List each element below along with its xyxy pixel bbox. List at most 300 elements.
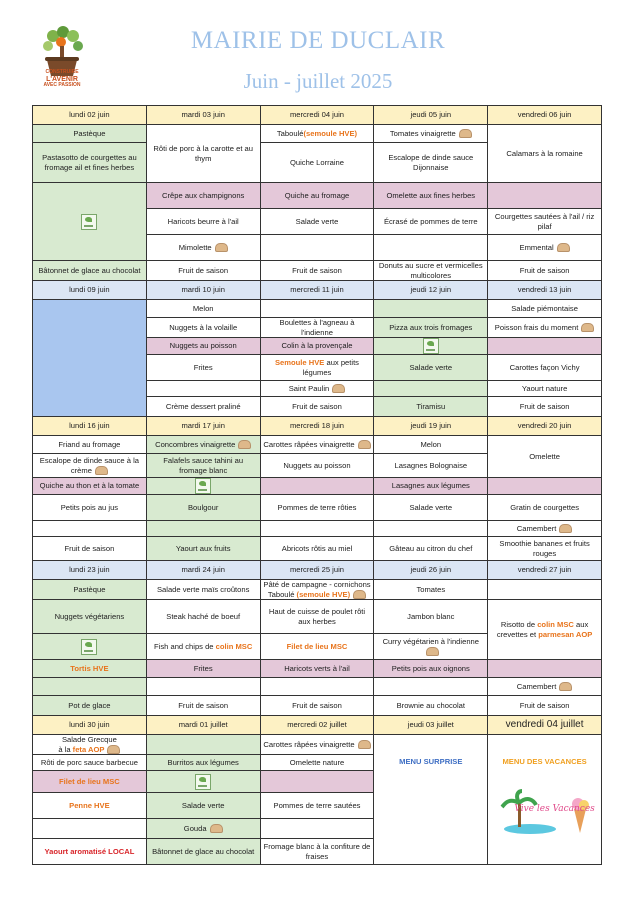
menu-cell [488, 580, 602, 600]
menu-cell [146, 678, 260, 696]
menu-cell [488, 735, 602, 865]
dish-text: Pot de glace [68, 700, 111, 710]
bread-icon [358, 740, 371, 749]
menu-cell [374, 300, 488, 318]
menu-cell [374, 696, 488, 716]
menu-row [33, 696, 602, 716]
dish-text: (semoule HVE) [296, 589, 351, 599]
dish-text: Quiche au fromage [284, 190, 350, 200]
dish-text: Salade verte [181, 800, 225, 810]
menu-cell [33, 125, 147, 143]
menu-row [33, 660, 602, 678]
week-header-row [33, 417, 602, 436]
menu-cell [146, 755, 260, 771]
menu-table [32, 105, 602, 865]
dish-text: Carottes râpées vinaigrette [263, 739, 355, 749]
day-header: vendredi 04 juillet [488, 716, 602, 735]
day-header: vendredi 27 juin [488, 561, 602, 580]
menu-cell [374, 495, 488, 521]
dish-text: Lasagnes Bolognaise [394, 460, 468, 470]
menu-cell [488, 318, 602, 338]
vegetarian-icon [423, 338, 439, 354]
menu-cell [33, 300, 147, 417]
menu-cell [260, 839, 374, 865]
dish-text: Rôti de porc sauce barbecue [40, 757, 138, 767]
menu-cell [33, 819, 147, 839]
dish-text: Brownie au chocolat [396, 700, 465, 710]
menu-cell [260, 209, 374, 235]
menu-cell [146, 397, 260, 417]
vegetarian-icon [195, 774, 211, 790]
menu-cell [33, 454, 147, 478]
day-header: mardi 01 juillet [146, 716, 260, 735]
day-header: mercredi 11 juin [260, 281, 374, 300]
menu-cell [146, 600, 260, 634]
dish-text: Haricots verts à l'ail [284, 663, 350, 673]
menu-cell [488, 678, 602, 696]
menu-cell [33, 436, 147, 454]
dish-text: Burritos aux légumes [167, 757, 239, 767]
menu-cell [374, 537, 488, 561]
dish-text: MENU SURPRISE [399, 757, 463, 766]
menu-cell [374, 478, 488, 495]
dish-text: Donuts au sucre et vermicelles multicolores [378, 261, 483, 280]
dish-text: Calamars à la romaine [506, 148, 583, 158]
dish-text: Bâtonnet de glace au chocolat [152, 846, 255, 856]
menu-cell [146, 300, 260, 318]
dish-text: Salade Grecque [61, 735, 117, 744]
dish-text: Pizza aux trois fromages [389, 322, 473, 332]
menu-cell [33, 143, 147, 183]
day-header: vendredi 13 juin [488, 281, 602, 300]
dish-text: Abricots rôtis au miel [281, 543, 353, 553]
menu-cell [146, 209, 260, 235]
menu-cell [374, 454, 488, 478]
bread-icon [353, 590, 366, 599]
menu-cell [374, 209, 488, 235]
menu-cell [260, 819, 374, 839]
dish-text: Petits pois aux oignons [391, 663, 470, 673]
menu-row [33, 537, 602, 561]
dish-text: Salade verte maïs croûtons [156, 584, 250, 594]
dish-text: Carottes façon Vichy [509, 362, 580, 372]
menu-row [33, 183, 602, 209]
menu-cell [374, 143, 488, 183]
day-header: jeudi 19 juin [374, 417, 488, 436]
dish-text: Tomates [416, 584, 446, 594]
dish-text: parmesan AOP [538, 629, 593, 639]
dish-text: Fruit de saison [519, 265, 570, 275]
menu-cell [374, 381, 488, 397]
dish-text: Omelette aux fines herbes [386, 190, 476, 200]
menu-row [33, 521, 602, 537]
dish-text: Quiche au thon et à la tomate [39, 481, 140, 491]
menu-cell [146, 793, 260, 819]
dish-text: Quiche Lorraine [289, 157, 345, 167]
dish-text: Pastèque [73, 584, 106, 594]
dish-text: Nuggets végétariens [54, 611, 125, 621]
menu-row [33, 125, 602, 143]
dish-text: Vive les Vacances [514, 803, 595, 814]
dish-text: Haricots beurre à l'ail [167, 216, 239, 226]
menu-cell [260, 678, 374, 696]
dish-text: Escalope de dinde sauce Dijonnaise [388, 153, 474, 172]
menu-cell [146, 634, 260, 660]
menu-cell [33, 735, 147, 755]
menu-cell [374, 235, 488, 261]
menu-cell [488, 338, 602, 355]
menu-cell [488, 209, 602, 235]
menu-cell [33, 839, 147, 865]
menu-cell [146, 521, 260, 537]
day-header: mardi 03 juin [146, 106, 260, 125]
bread-icon [358, 440, 371, 449]
dish-text: feta AOP [72, 744, 105, 754]
dish-text: Salade verte [409, 502, 453, 512]
menu-cell [374, 735, 488, 865]
dish-text: Fruit de saison [64, 543, 115, 553]
vegetarian-icon [81, 639, 97, 655]
bread-icon [581, 323, 594, 332]
dish-text: Fruit de saison [519, 700, 570, 710]
dish-text: Lasagnes aux légumes [391, 481, 470, 491]
dish-text: Camembert [516, 681, 557, 691]
menu-cell [260, 381, 374, 397]
logo-caption: CONSTRUIRE L'AVENIR AVEC PASSION [43, 69, 81, 88]
menu-cell [33, 521, 147, 537]
dish-text: Camembert [516, 523, 557, 533]
dish-text: Saint Paulin [288, 383, 330, 393]
menu-cell [146, 318, 260, 338]
dish-text: Courgettes sautées à l'ail / riz pilaf [494, 212, 595, 231]
menu-cell [488, 537, 602, 561]
menu-cell [260, 634, 374, 660]
menu-cell [260, 235, 374, 261]
menu-cell [488, 381, 602, 397]
menu-cell [146, 235, 260, 261]
dish-text: Tiramisu [416, 401, 446, 411]
menu-cell [260, 771, 374, 793]
menu-row [33, 495, 602, 521]
bread-icon [459, 129, 472, 138]
dish-text: Boulettes à l'agneau à l'indienne [279, 318, 355, 337]
bread-icon [215, 243, 228, 252]
menu-cell [374, 183, 488, 209]
menu-row [33, 478, 602, 495]
menu-cell [488, 660, 602, 678]
dish-text: Concombres vinaigrette [155, 439, 236, 449]
menu-cell [260, 696, 374, 716]
menu-cell [260, 735, 374, 755]
menu-row [33, 436, 602, 454]
dish-text: Salade verte [295, 216, 339, 226]
dish-text: Gouda [183, 823, 207, 833]
menu-cell [374, 600, 488, 634]
bread-icon [559, 682, 572, 691]
menu-row [33, 735, 602, 755]
dish-text: Omelette [529, 451, 560, 461]
menu-cell [488, 696, 602, 716]
dish-text: Gâteau au citron du chef [389, 543, 473, 553]
dish-text: Fruit de saison [178, 700, 229, 710]
menu-cell [146, 696, 260, 716]
menu-cell [146, 771, 260, 793]
dish-text: Smoothie bananes et fruits rouges [499, 539, 590, 558]
week-header-row [33, 106, 602, 125]
menu-cell [146, 478, 260, 495]
dish-text: Fromage blanc à la confiture de fraises [263, 842, 371, 861]
menu-cell [146, 819, 260, 839]
menu-cell [374, 436, 488, 454]
menu-cell [146, 338, 260, 355]
bread-icon [95, 466, 108, 475]
menu-cell [33, 261, 147, 281]
menu-cell [488, 495, 602, 521]
menu-cell [260, 454, 374, 478]
menu-cell [33, 793, 147, 819]
dish-text: Yaourt nature [521, 383, 568, 393]
page-title: MAIRIE DE DUCLAIR [190, 27, 446, 54]
menu-row [33, 300, 602, 318]
menu-cell [33, 634, 147, 660]
menu-cell [260, 580, 374, 600]
menu-cell [374, 660, 488, 678]
dish-text: Taboulé [276, 128, 304, 138]
dish-text: Friand au fromage [58, 439, 121, 449]
dish-text: Pastasotto de courgettes au fromage ail et fines herbes [42, 153, 137, 172]
bread-icon [426, 647, 439, 656]
menu-cell [374, 261, 488, 281]
day-header: vendredi 06 juin [488, 106, 602, 125]
menu-cell [488, 300, 602, 318]
dish-text: Bâtonnet de glace au chocolat [38, 265, 141, 275]
menu-cell [260, 600, 374, 634]
day-header: lundi 02 juin [33, 106, 147, 125]
bread-icon [332, 384, 345, 393]
menu-cell [488, 436, 602, 478]
menu-cell [146, 495, 260, 521]
dish-text: Fruit de saison [292, 700, 342, 710]
menu-cell [146, 381, 260, 397]
menu-row [33, 580, 602, 600]
dish-text: Taboulé [267, 589, 297, 599]
dish-text: Falafels sauce tahini au fromage blanc [163, 456, 244, 475]
menu-cell [260, 521, 374, 537]
menu-cell [146, 454, 260, 478]
bread-icon [557, 243, 570, 252]
menu-cell [260, 495, 374, 521]
dish-text: Crème dessert praliné [165, 401, 241, 411]
dish-text: Gratin de courgettes [510, 502, 579, 512]
week-header-row [33, 281, 602, 300]
menu-cell [374, 318, 488, 338]
dish-text: Crêpe aux champignons [162, 190, 245, 200]
menu-cell [488, 261, 602, 281]
dish-text: aux petits légumes [302, 358, 359, 377]
menu-cell [146, 580, 260, 600]
vegetarian-icon [81, 214, 97, 230]
dish-text: Penne HVE [69, 800, 110, 810]
dish-text: Haut de cuisse de poulet rôti aux herbes [268, 607, 366, 626]
dish-text: Melon [420, 439, 442, 449]
day-header: jeudi 26 juin [374, 561, 488, 580]
menu-cell [260, 478, 374, 495]
menu-cell [374, 355, 488, 381]
menu-cell [260, 355, 374, 381]
day-header: lundi 30 juin [33, 716, 147, 735]
dish-text: Escalope de dinde sauce à la crème [39, 456, 139, 475]
dish-text: Emmental [519, 242, 554, 252]
menu-cell [146, 735, 260, 755]
menu-cell [33, 183, 147, 261]
dish-text: Nuggets au poisson [169, 341, 237, 351]
menu-cell [374, 125, 488, 143]
menu-cell [260, 660, 374, 678]
dish-text: aux crevettes et [496, 620, 589, 639]
day-header: lundi 16 juin [33, 417, 147, 436]
menu-cell [488, 397, 602, 417]
dish-text: Écrasé de pommes de terre [383, 216, 478, 226]
dish-text: à la [58, 744, 73, 754]
menu-cell [260, 755, 374, 771]
menu-row [33, 678, 602, 696]
dish-text: Nuggets au poisson [283, 460, 351, 470]
menu-cell [260, 397, 374, 417]
bread-icon [559, 524, 572, 533]
dish-text: Fish and chips de [154, 641, 216, 651]
menu-cell [374, 397, 488, 417]
menu-cell [260, 261, 374, 281]
dish-text: Curry végétarien à l'indienne [382, 637, 479, 646]
menu-cell [146, 660, 260, 678]
menu-cell [260, 300, 374, 318]
menu-cell [260, 318, 374, 338]
dish-text: Mimolette [178, 242, 212, 252]
menu-cell [146, 436, 260, 454]
menu-cell [33, 660, 147, 678]
day-header: lundi 23 juin [33, 561, 147, 580]
day-header: mardi 17 juin [146, 417, 260, 436]
menu-cell [488, 183, 602, 209]
day-header: mercredi 18 juin [260, 417, 374, 436]
menu-cell [260, 793, 374, 819]
menu-cell [33, 580, 147, 600]
dish-text: Pastèque [73, 128, 106, 138]
menu-cell [33, 478, 147, 495]
dish-text: colin MSC [537, 620, 574, 629]
menu-cell [260, 125, 374, 143]
dish-text: Pommes de terre rôties [277, 502, 357, 512]
day-header: mercredi 02 juillet [260, 716, 374, 735]
menu-cell [260, 183, 374, 209]
menu-cell [374, 338, 488, 355]
week-header-row [33, 716, 602, 735]
menu-cell [374, 634, 488, 660]
menu-cell [260, 436, 374, 454]
menu-cell [488, 125, 602, 183]
dish-text: Colin à la provençale [281, 341, 353, 351]
menu-cell [374, 678, 488, 696]
dish-text: Pommes de terre sautées [273, 800, 361, 810]
dish-text: Fruit de saison [178, 265, 229, 275]
dish-text: Salade piémontaise [511, 303, 578, 313]
menu-row [33, 600, 602, 634]
dish-text: Melon [192, 303, 214, 313]
dish-text: Jambon blanc [407, 611, 455, 621]
dish-text: Pâté de campagne - cornichons [263, 580, 371, 589]
dish-text: Filet de lieu MSC [286, 641, 348, 651]
menu-cell [488, 600, 602, 660]
dish-text: Frites [193, 663, 213, 673]
menu-cell [33, 537, 147, 561]
dish-text: Yaourt aromatisé LOCAL [44, 846, 135, 856]
dish-text: Fruit de saison [292, 401, 342, 411]
day-header: mercredi 25 juin [260, 561, 374, 580]
dish-text: Yaourt aux fruits [175, 543, 231, 553]
day-header: mardi 24 juin [146, 561, 260, 580]
dish-text: Fruit de saison [519, 401, 570, 411]
dish-text: Salade verte [409, 362, 453, 372]
bread-icon [210, 824, 223, 833]
menu-cell [146, 839, 260, 865]
dish-text: Petits pois au jus [60, 502, 119, 512]
bread-icon [238, 440, 251, 449]
menu-cell [146, 183, 260, 209]
menu-cell [260, 537, 374, 561]
dish-text: Omelette nature [289, 757, 345, 767]
dish-text: Boulgour [187, 502, 219, 512]
page-subtitle: Juin - juillet 2025 [243, 69, 393, 93]
menu-cell [33, 495, 147, 521]
menu-cell [146, 537, 260, 561]
day-header: jeudi 12 juin [374, 281, 488, 300]
menu-cell [488, 478, 602, 495]
day-header: lundi 09 juin [33, 281, 147, 300]
dish-text: Tortis HVE [70, 663, 109, 673]
bread-icon [107, 745, 120, 754]
day-header: vendredi 20 juin [488, 417, 602, 436]
day-header: jeudi 05 juin [374, 106, 488, 125]
menu-cell [488, 521, 602, 537]
dish-text: Frites [193, 362, 213, 372]
dish-text: (semoule HVE) [303, 128, 358, 138]
menu-cell [33, 678, 147, 696]
dish-text: Rôti de porc à la carotte et au thym [153, 144, 253, 163]
dish-text: Carottes râpées vinaigrette [263, 439, 355, 449]
menu-cell [33, 755, 147, 771]
vegetarian-icon [195, 478, 211, 494]
day-header: mercredi 04 juin [260, 106, 374, 125]
menu-cell [488, 355, 602, 381]
menu-cell [33, 771, 147, 793]
dish-text: Poisson frais du moment [494, 322, 579, 332]
menu-cell [33, 696, 147, 716]
menu-cell [488, 235, 602, 261]
menu-cell [260, 143, 374, 183]
dish-text: Steak haché de boeuf [166, 611, 241, 621]
menu-cell [146, 355, 260, 381]
menu-row [33, 261, 602, 281]
week-header-row [33, 561, 602, 580]
menu-cell [146, 125, 260, 183]
day-header: jeudi 03 juillet [374, 716, 488, 735]
menu-cell [260, 338, 374, 355]
dish-text: Nuggets à la volaille [169, 322, 238, 332]
dish-text: Fruit de saison [292, 265, 342, 275]
dish-text: Risotto de [500, 620, 538, 629]
dish-text: Tomates vinaigrette [389, 128, 456, 138]
day-header: mardi 10 juin [146, 281, 260, 300]
